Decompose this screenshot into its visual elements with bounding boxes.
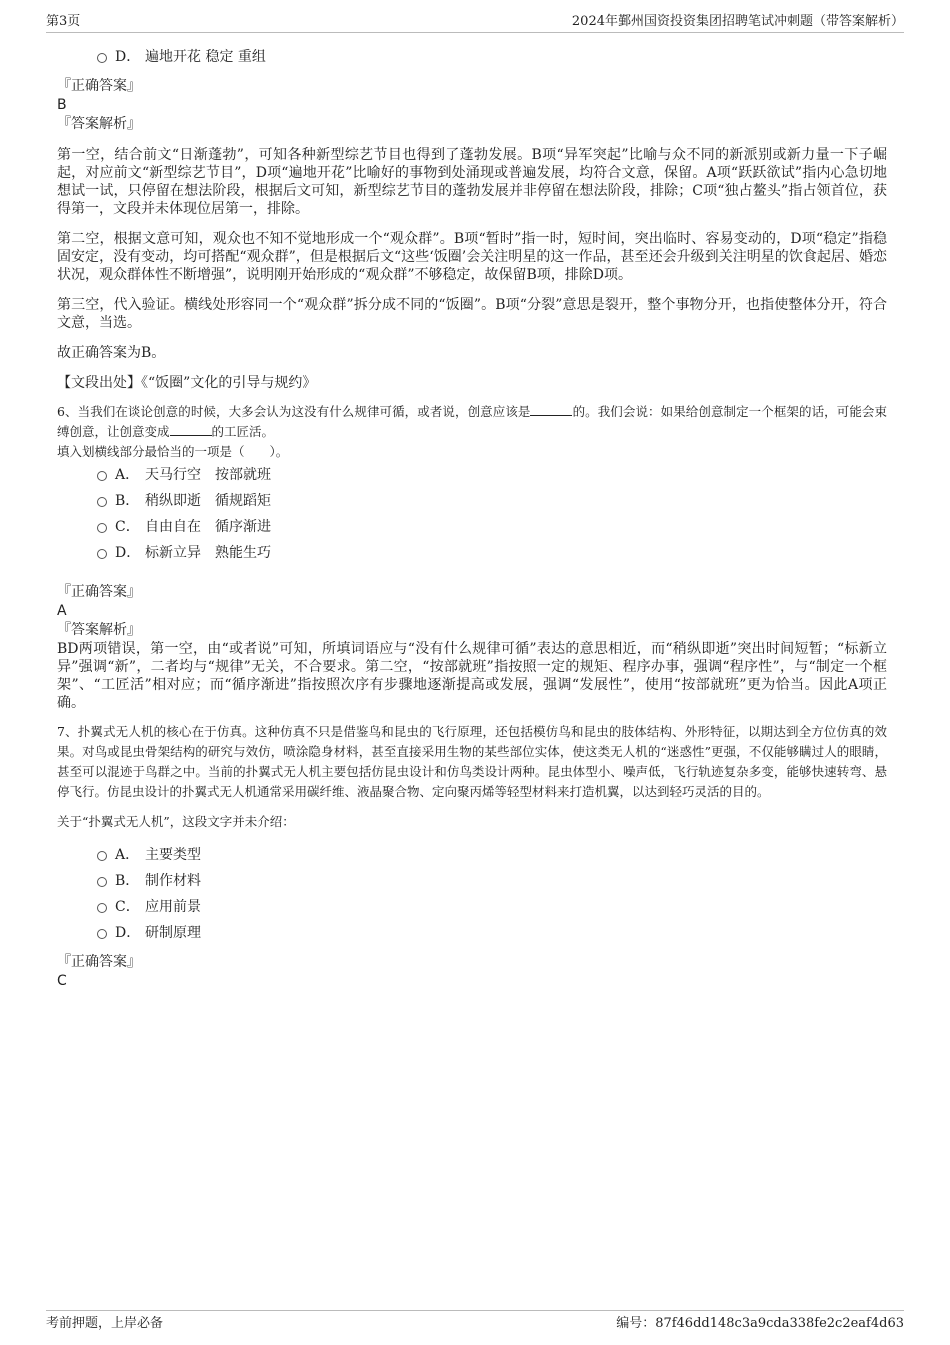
option-text: 主要类型	[145, 847, 201, 863]
radio-icon[interactable]	[97, 497, 107, 507]
question-prompt: 填入划横线部分最恰当的一项是（ ）。	[57, 444, 289, 459]
option-text: 遍地开花 稳定 重组	[145, 49, 266, 65]
blank-line	[170, 423, 212, 436]
analysis-label: 『答案解析』	[57, 622, 141, 638]
q6-option-a[interactable]	[57, 462, 887, 488]
option-text: 研制原理	[145, 925, 201, 941]
question-stem: 6、当我们在谈论创意的时候，大多会认为这没有什么规律可循，或者说，创意应该是 的。我们会说：如果给创意制定一个框架的话，可能会束缚创意，让创意变成 的工匠活。	[57, 404, 887, 439]
correct-answer: B	[57, 97, 67, 113]
option-letter: D．	[115, 925, 141, 941]
footer-slogan: 考前押题，上岸必备	[46, 1316, 164, 1331]
q7-option-d[interactable]	[57, 920, 887, 946]
radio-icon[interactable]	[97, 903, 107, 913]
main-content	[57, 44, 887, 990]
option-letter: D．	[115, 49, 141, 65]
radio-icon[interactable]	[97, 471, 107, 481]
source-citation: 【文段出处】《“饭圈”文化的引导与规约》	[57, 375, 317, 391]
q6-option-c[interactable]	[57, 514, 887, 540]
answer-label: 『正确答案』	[57, 584, 141, 600]
analysis-label: 『答案解析』	[57, 116, 141, 132]
analysis-paragraph: 第三空，代入验证。横线处形容同一个“观众群”拆分成不同的“饭圈”。B项“分裂”意思是裂开，整个事物分开，也指使整体分开，符合文意，当选。	[57, 297, 887, 331]
option-text: 天马行空 按部就班	[145, 467, 271, 483]
option-letter: A．	[115, 467, 140, 483]
correct-answer: A	[57, 603, 67, 619]
radio-icon[interactable]	[97, 549, 107, 559]
correct-answer: C	[57, 973, 67, 989]
option-letter: C．	[115, 899, 140, 915]
option-text: 标新立异 熟能生巧	[145, 545, 271, 561]
radio-icon[interactable]	[97, 929, 107, 939]
q5-option-d[interactable]	[57, 44, 887, 70]
answer-label: 『正确答案』	[57, 78, 141, 94]
option-letter: A．	[115, 847, 140, 863]
page-header	[46, 12, 904, 33]
document-title: 2024年鄞州国资投资集团招聘笔试冲刺题（带答案解析）	[571, 14, 904, 29]
analysis-paragraph: 第一空，结合前文“日渐蓬勃”，可知各种新型综艺节目也得到了蓬勃发展。B项“异军突起”比喻与众不同的新派别或新力量一下子崛起，对应前文“新型综艺节目”，D项“遍地开花”比喻好的事物到处涌现或普遍发展，均符合文意，保留。A项“跃跃欲试”指内心急切地想试一试，只停留在想法阶段，根据后文可知，新型综艺节目的蓬勃发展并非停留在想法阶段，排除；C项“独占鳌头”指占领首位，获得第一，文段并未体现位居第一，排除。	[57, 147, 887, 217]
q7-option-c[interactable]	[57, 894, 887, 920]
option-letter: B．	[115, 493, 140, 509]
q6-option-d[interactable]	[57, 540, 887, 566]
analysis-conclusion: 故正确答案为B。	[57, 345, 166, 361]
analysis-paragraph: 第二空，根据文意可知，观众也不知不觉地形成一个“观众群”。B项“暂时”指一时，短时间，突出临时、容易变动的，D项“稳定”指稳固安定，没有变动，均可搭配“观众群”，但是根据后文“这些‘饭圈’会关注明星的这一作品，甚至还会升级到关注明星的饮食起居、婚恋状况，观众群体性不断增强”，说明刚开始形成的“观众群”不够稳定，故保留B项，排除D项。	[57, 231, 887, 283]
answer-label: 『正确答案』	[57, 954, 141, 970]
question-stem: 7、扑翼式无人机的核心在于仿真。这种仿真不只是借鉴鸟和昆虫的飞行原理，还包括模仿鸟和昆虫的肢体结构、外形特征，以期达到全方位仿真的效果。对鸟或昆虫骨架结构的研究与效仿，喷涂隐身材料，甚至直接采用生物的某些部位实体，使这类无人机的“迷惑性”更强，不仅能够瞒过人的眼睛，甚至可以混迹于鸟群之中。当前的扑翼式无人机主要包括仿昆虫设计和仿鸟类设计两种。昆虫体型小、噪声低，飞行轨迹复杂多变，能够快速转弯、悬停飞行。仿昆虫设计的扑翼式无人机通常采用碳纤维、液晶聚合物、定向聚丙烯等轻型材料来打造机翼，以达到轻巧灵活的目的。	[57, 724, 887, 799]
radio-icon[interactable]	[97, 53, 107, 63]
blank-line	[530, 403, 572, 416]
option-letter: B．	[115, 873, 140, 889]
document-id: 编号：87f46dd148c3a9cda338fe2c2eaf4d63	[616, 1316, 904, 1331]
option-text: 制作材料	[145, 873, 201, 889]
page-number: 第3页	[46, 14, 81, 29]
option-letter: D．	[115, 545, 141, 561]
q7-option-a[interactable]	[57, 842, 887, 868]
option-letter: C．	[115, 519, 140, 535]
radio-icon[interactable]	[97, 523, 107, 533]
radio-icon[interactable]	[97, 877, 107, 887]
q6-option-b[interactable]	[57, 488, 887, 514]
option-text: 稍纵即逝 循规蹈矩	[145, 493, 271, 509]
q7-option-b[interactable]	[57, 868, 887, 894]
question-prompt: 关于“扑翼式无人机”，这段文字并未介绍：	[57, 814, 295, 829]
page-footer	[46, 1310, 904, 1335]
option-text: 自由自在 循序渐进	[145, 519, 271, 535]
radio-icon[interactable]	[97, 851, 107, 861]
analysis-paragraph: BD两项错误，第一空，由“或者说”可知，所填词语应与“没有什么规律可循”表达的意思相近，而“稍纵即逝”突出时间短暂；“标新立异”强调“新”，二者均与“规律”无关，不合要求。第二空，“按部就班”指按照一定的规矩、程序办事，强调“程序性”，与“制定一个框架”、“工匠活”相对应；而“循序渐进”指按照次序有步骤地逐渐提高或发展，强调“发展性”，使用“按部就班”更为恰当。因此A项正确。	[57, 641, 887, 711]
option-text: 应用前景	[145, 899, 201, 915]
